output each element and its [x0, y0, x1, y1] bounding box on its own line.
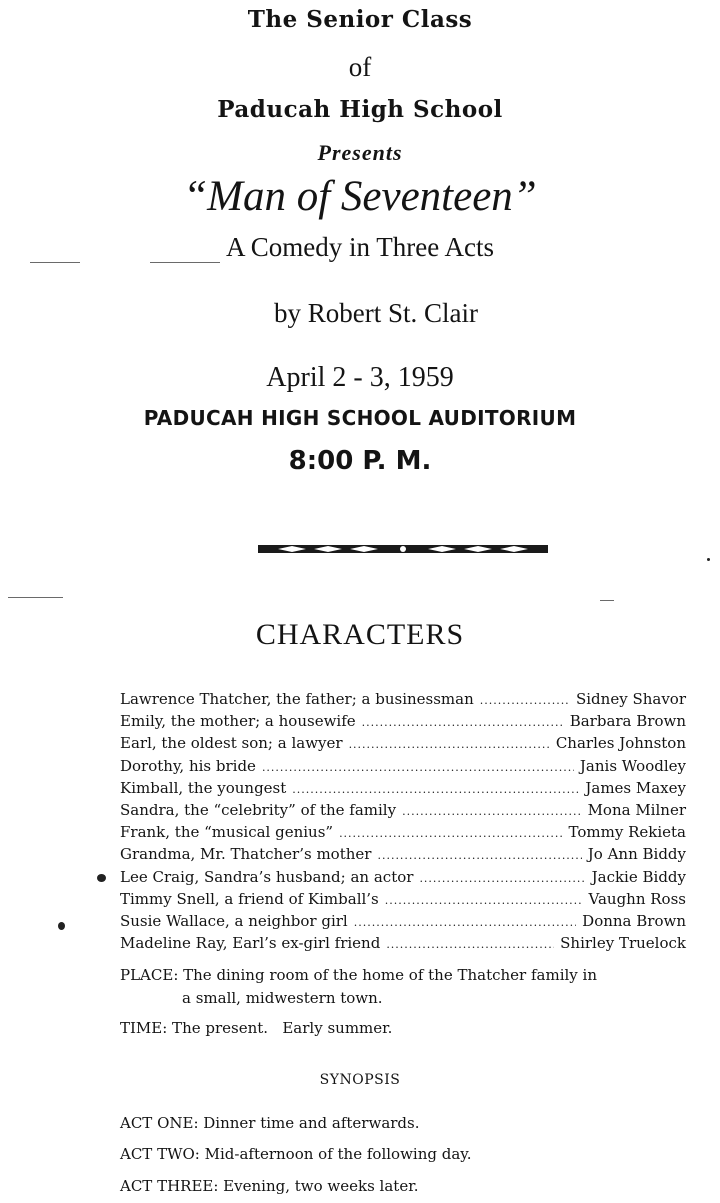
leader-dots	[292, 783, 579, 796]
leader-dots	[377, 849, 581, 862]
characters-heading: CHARACTERS	[255, 618, 465, 651]
place-description: PLACE: The dining room of the home of the Thatcher family in	[120, 966, 598, 984]
cast-row	[120, 823, 686, 845]
role: Sandra, the “celebrity” of the family	[120, 800, 397, 819]
synopsis-heading: SYNOPSIS	[319, 1072, 401, 1088]
role: Earl, the oldest son; a lawyer	[120, 734, 343, 753]
role: Grandma, Mr. Thatcher’s mother	[120, 845, 372, 864]
leader-dots	[385, 894, 583, 907]
cast-row	[120, 801, 686, 823]
performance-dates: April 2 - 3, 1959	[266, 362, 454, 393]
cast-row	[120, 890, 686, 912]
actor: Vaughn Ross	[588, 889, 686, 908]
ornament-divider	[258, 542, 548, 556]
of-line: of	[348, 52, 372, 82]
school-name: Paducah High School	[217, 96, 503, 123]
actor: Jo Ann Biddy	[587, 845, 686, 864]
leader-dots	[402, 805, 581, 818]
place-description-continued: a small, midwestern town.	[182, 989, 383, 1007]
actor: Sidney Shavor	[575, 690, 686, 708]
scan-rule	[600, 600, 614, 601]
role: Emily, the mother; a housewife	[120, 712, 356, 731]
scan-rule	[8, 597, 63, 598]
cast-list	[120, 690, 686, 956]
ink-speck	[58, 922, 65, 930]
leader-dots	[419, 872, 585, 885]
act-one: ACT ONE: Dinner time and afterwards.	[120, 1114, 420, 1132]
cast-row	[120, 757, 686, 779]
actor: Mona Milner	[587, 800, 686, 819]
cast-row	[120, 734, 686, 756]
cast-row	[120, 912, 686, 934]
leader-dots	[339, 827, 562, 840]
leader-dots	[386, 938, 554, 951]
author-line: by Robert St. Clair	[274, 298, 478, 328]
cast-row	[120, 934, 686, 956]
cast-row	[120, 712, 686, 734]
show-time: 8:00 P. M.	[288, 446, 432, 476]
role: Madeline Ray, Earl’s ex-girl friend	[120, 934, 381, 953]
ink-speck	[707, 558, 710, 561]
class-line: The Senior Class	[247, 6, 473, 33]
scan-rule	[30, 262, 80, 263]
role: Lawrence Thatcher, the father; a businessman	[120, 690, 474, 708]
actor: Tommy Rekieta	[568, 823, 686, 842]
cast-row	[120, 868, 686, 890]
venue: PADUCAH HIGH SCHOOL AUDITORIUM	[143, 406, 577, 430]
leader-dots	[354, 916, 576, 929]
role: Kimball, the youngest	[120, 778, 287, 797]
ink-speck	[97, 874, 106, 882]
leader-dots	[480, 694, 570, 707]
scan-rule	[150, 262, 220, 263]
play-subtitle: A Comedy in Three Acts	[226, 232, 494, 262]
leader-dots	[362, 716, 564, 729]
actor: Jackie Biddy	[591, 867, 686, 886]
role: Dorothy, his bride	[120, 756, 256, 775]
actor: Charles Johnston	[555, 734, 686, 753]
role: Frank, the “musical genius”	[120, 823, 334, 842]
act-three: ACT THREE: Evening, two weeks later.	[120, 1177, 419, 1195]
role: Susie Wallace, a neighbor girl	[120, 911, 348, 930]
actor: Barbara Brown	[569, 712, 686, 731]
actor: Donna Brown	[582, 911, 686, 930]
leader-dots	[349, 738, 550, 751]
presents-line: Presents	[317, 140, 403, 165]
actor: Shirley Truelock	[560, 934, 686, 953]
cast-row	[120, 845, 686, 867]
time-description: TIME: The present. Early summer.	[120, 1019, 393, 1037]
play-title: “Man of Seventeen”	[183, 173, 537, 220]
actor: James Maxey	[585, 778, 686, 797]
actor: Janis Woodley	[579, 756, 686, 775]
role: Timmy Snell, a friend of Kimball’s	[120, 889, 379, 908]
cast-row	[120, 779, 686, 801]
act-two: ACT TWO: Mid-afternoon of the following day.	[120, 1145, 472, 1163]
cast-row	[120, 690, 686, 712]
leader-dots	[262, 761, 574, 774]
role: Lee Craig, Sandra’s husband; an actor	[120, 867, 414, 886]
